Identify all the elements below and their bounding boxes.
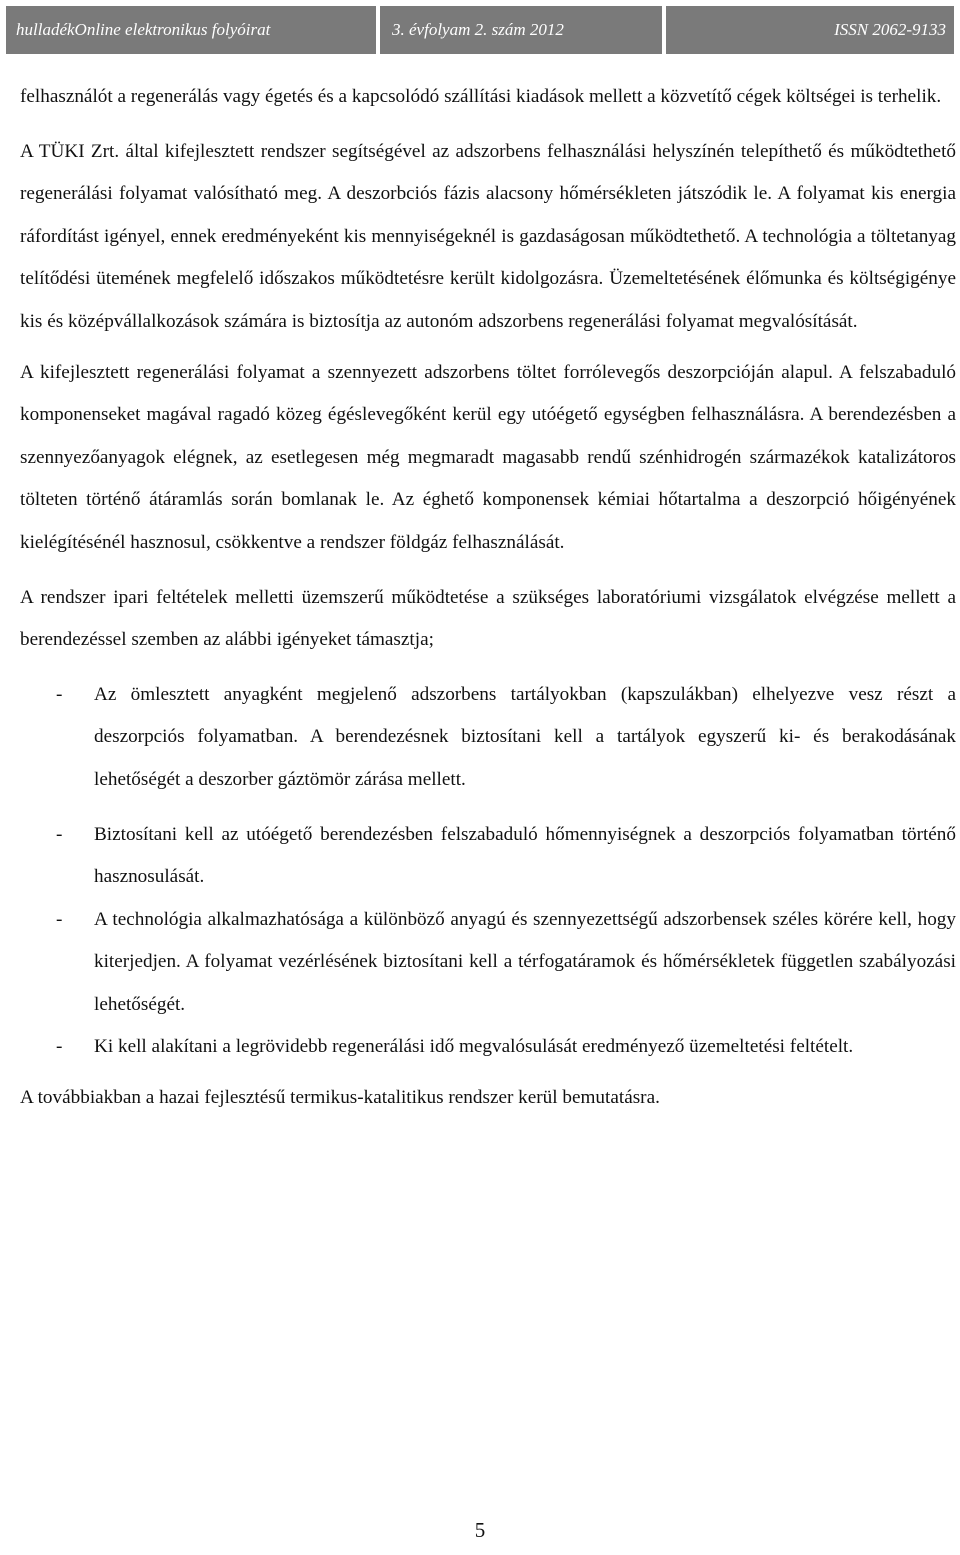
list-bullet: - [56, 683, 63, 705]
list-bullet: - [56, 1036, 63, 1058]
page-header [6, 6, 954, 54]
list-item [20, 674, 956, 802]
page-number: 5 [474, 1518, 486, 1542]
list-item [20, 899, 956, 1027]
paragraph-continuation: felhasználót a regenerálás vagy égetés és a kapcsolódó szállítási kiadások mellett a közvetítő cégek költségei is terhelik. [20, 86, 942, 107]
paragraph-regeneration-process: A kifejlesztett regenerálási folyamat a szennyezett adszorbens töltet forrólevegős deszorpcióján alapul. A felszabaduló komponenseket magával ragadó közeg égéslevegőként kerül egy utóégető egységben felhasználásra. A berendezésben a szennyezőanyagok elégnek, az esetlegesen még megmaradt magasabb rendű szénhidrogén származékok katalizátoros tölteten történő átáramlás során bomlanak le. Az éghető komponensek kémiai hőtartalma a deszorpció hőigényének kielégítésénél hasznosul, csökkentve a rendszer földgáz felhasználását. [20, 361, 956, 553]
paragraph-requirements-intro: A rendszer ipari feltételek melletti üzemszerű működtetése a szükséges laboratóriumi vizsgálatok elvégzése mellett a berendezéssel szemben az alábbi igényeket támasztja; [20, 586, 956, 651]
list-item [20, 814, 956, 899]
list-item-text: Ki kell alakítani a legrövidebb regenerálási idő megvalósulását eredményező üzemeltetési feltételt. [94, 1036, 854, 1058]
list-bullet: - [56, 908, 63, 930]
requirements-list [20, 674, 956, 1069]
issue-label: 3. évfolyam 2. szám 2012 [380, 6, 662, 54]
journal-title: hulladékOnline elektronikus folyóirat [6, 6, 376, 54]
list-bullet: - [56, 823, 63, 845]
closing-paragraph: A továbbiakban a hazai fejlesztésű termikus-katalitikus rendszer kerül bemutatásra. [20, 1087, 660, 1109]
list-item-text: Biztosítani kell az utóégető berendezésben felszabaduló hőmennyiségnek a deszorpciós folyamatban történő hasznosulását. [94, 823, 956, 888]
list-item-text: Az ömlesztett anyagként megjelenő adszorbens tartályokban (kapszulákban) elhelyezve vesz részt a deszorpciós folyamatban. A berendezésnek biztosítani kell a tartályok egyszerű ki- és berakodásának lehetőségét a deszorber gáztömör zárása mellett. [94, 683, 956, 790]
document-body [20, 76, 956, 1120]
list-item-text: A technológia alkalmazhatósága a különböző anyagú és szennyezettségű adszorbensek széles körére kell, hogy kiterjedjen. A folyamat vezérlésének biztosítani kell a térfogatáramok és hőmérsékletek független szabályozási lehetőségét. [94, 908, 956, 1015]
list-item [20, 1026, 956, 1069]
paragraph-tuki: A TÜKI Zrt. által kifejlesztett rendszer segítségével az adszorbens felhasználási helyszínén telepíthető és működtethető regenerálási folyamat valósítható meg. A deszorbciós fázis alacsony hőmérsékleten játszódik le. A folyamat kis energia ráfordítást igényel, ennek eredményeként kis mennyiségeknél is gazdaságosan működtethető. A technológia a töltetanyag telítődési ütemének megfelelő időszakos működtetésre került kidolgozásra. Üzemeltetésének élőmunka és költségigénye kis és középvállalkozások számára is biztosítja az autonóm adszorbens regenerálási folyamat megvalósítását. [20, 140, 956, 332]
issn-label: ISSN 2062-9133 [666, 6, 954, 54]
